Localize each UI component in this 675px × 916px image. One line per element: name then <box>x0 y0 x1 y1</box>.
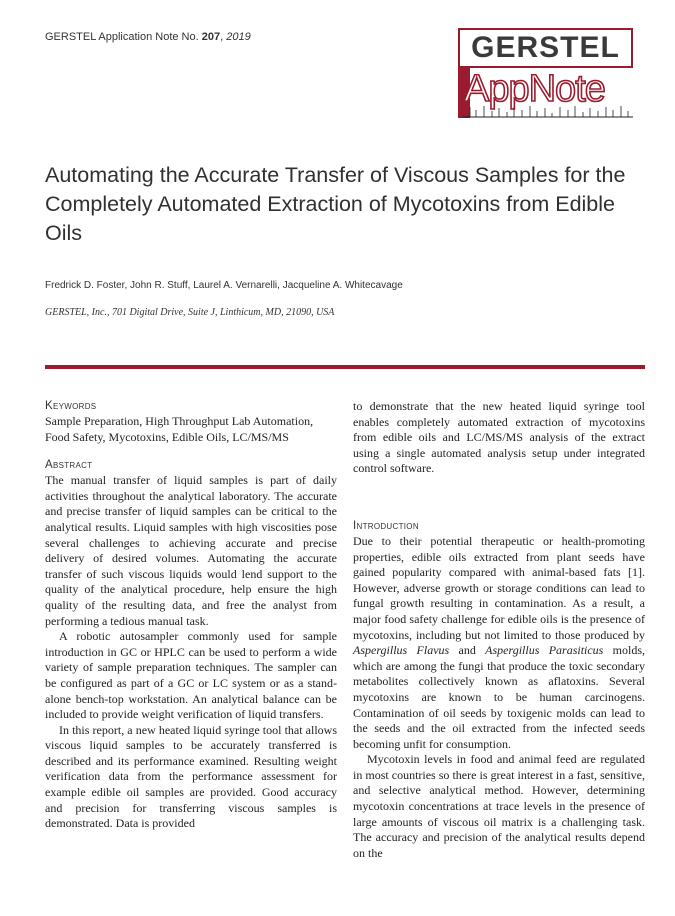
affiliation: GERSTEL, Inc., 701 Digital Drive, Suite J, Linthicum, MD, 21090, USA <box>45 307 335 318</box>
logo-brand-text: GERSTEL <box>471 31 620 64</box>
paper-title: Automating the Accurate Transfer of Viscous Samples for the Completely Automated Extraction of Mycotoxins from Edible Oils <box>45 163 626 245</box>
author-list: Fredrick D. Foster, John R. Stuff, Laurel A. Vernarelli, Jacqueline A. Whitecavage <box>45 280 403 291</box>
right-column <box>353 399 645 861</box>
note-prefix: GERSTEL Application Note No. <box>45 31 199 43</box>
logo-brand-box <box>458 28 633 68</box>
gerstel-appnote-logo <box>458 28 635 118</box>
species-name-flavus: Aspergillus Flavus <box>353 643 450 658</box>
introduction-paragraph-2: Mycotoxin levels in food and animal feed are regulated in most countries so there is great interest in a fast, sensitive, and selective analytical method. However, determining mycotoxin concentrations at trace levels in the presence of large amounts of viscous oil matrix is a challenging task. The accuracy and precision of the analytical results depend on the <box>353 752 645 860</box>
left-column <box>45 399 337 832</box>
intro-text-b: and <box>449 643 486 658</box>
abstract-heading: Abstract <box>45 459 93 472</box>
application-note-header: GERSTEL Application Note No. 207, 2019 <box>45 31 251 43</box>
abstract-paragraph-3: In this report, a new heated liquid syringe tool that allows viscous liquid samples to be accurately transferred is described and its performance examined. Resulting weight verification data from the performance assessment for example edible oil samples are provided. Good accuracy and precision for transferring viscous samples is demonstrated. Data is provided <box>45 722 337 831</box>
note-number: 207 <box>201 31 221 43</box>
abstract-paragraph-1: The manual transfer of liquid samples is part of daily activities throughout the analytical laboratory. The accurate and precise transfer of liquid samples can be critical to the analytical results. Liquid samples with high viscosities pose several challenges to achieving accurate and precise delivery of desired volumes. Automating the accurate transfer of such viscous liquids would lend support to the quality of the analytical procedure, help ensure the high quality of the resulting data, and free the analyst from performing a tedious manual task. <box>45 473 337 628</box>
intro-text-c: molds, which are among the fungi that produce the toxic secondary metabolites collectively known as aflatoxins. Several mycotoxins are known to be human carcinogens. Contamination of oil seeds by toxigenic molds can lead to the seeds and the oil extracted from the infected seeds becoming unfit for consumption. <box>353 643 646 751</box>
note-year: 2019 <box>226 31 251 43</box>
abstract-paragraph-2: A robotic autosampler commonly used for sample introduction in GC or HPLC can be used to perform a wide variety of sample preparation techniques. The sampler can be configured as part of a GC or LC system or as a stand-alone bench-top workstation. An analytical balance can be included to provide weight verification of liquid transfers. <box>45 629 337 722</box>
logo-appnote-text: AppNote <box>464 68 605 110</box>
keywords-heading: Keywords <box>45 400 97 412</box>
logo-chromatogram-graphic <box>462 104 633 118</box>
introduction-paragraph-1 <box>353 534 645 752</box>
intro-text-a: Due to their potential therapeutic or health-promoting properties, edible oils extracted from plant seeds have gained popularity compared with animal-based fats [1]. However, adverse growth or storage conditions can lead to fungal growth resulting in contamination. As a result, a major food safety challenge for edible oils is the presence of mycotoxins, including but not limited to those produced by <box>353 533 645 642</box>
introduction-heading: Introduction <box>353 519 419 532</box>
species-name-parasiticus: Aspergillus Parasiticus <box>485 643 604 658</box>
abstract-paragraph-3-continued: to demonstrate that the new heated liquid syringe tool enables completely automated extraction of mycotoxins from edible oils and LC/MS/MS analysis of the extract using a single automated analysis setup under integrated control software. <box>353 399 645 476</box>
section-divider <box>45 365 645 369</box>
keywords-text: Sample Preparation, High Throughput Lab Automation, Food Safety, Mycotoxins, Edible Oils, LC/MS/MS <box>45 414 314 444</box>
